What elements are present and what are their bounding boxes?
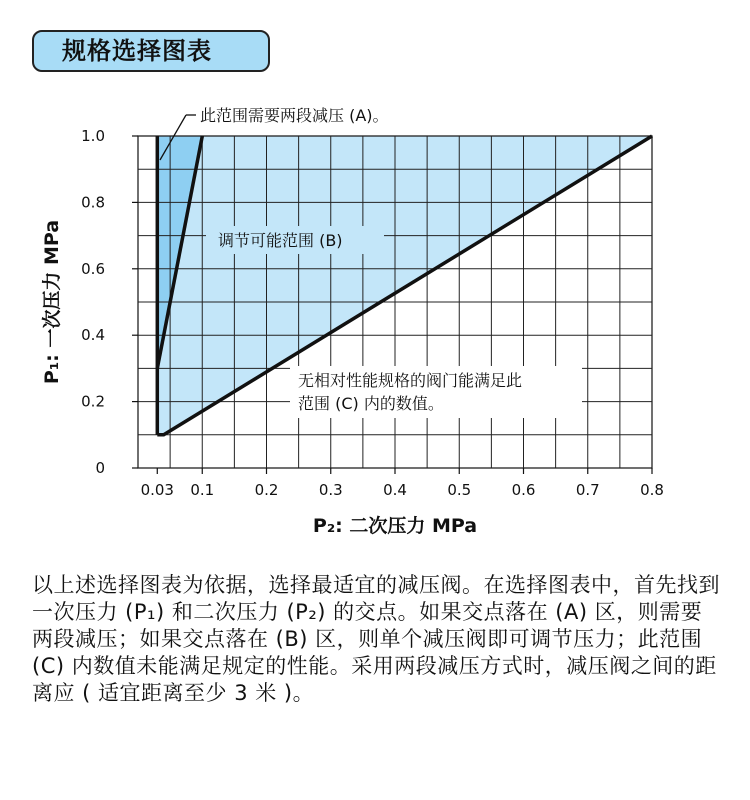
- chart-section-title: 规格选择图表: [32, 30, 270, 72]
- y-tick-label: 0.6: [81, 259, 105, 278]
- region-a-label: 此范围需要两段减压 (A)。: [200, 106, 389, 125]
- x-tick-label: 0.03: [140, 481, 174, 499]
- y-tick-label: 1.0: [81, 127, 105, 145]
- x-tick-label: 0.3: [318, 481, 343, 499]
- y-axis-title: P₁: 一次压力 MPa: [41, 219, 63, 385]
- description-paragraph: 以上述选择图表为依据，选择最适宜的减压阀。在选择图表中，首先找到一次压力 (P₁) 和二次压力 (P₂) 的交点。如果交点落在 (A) 区，则需要两段减压；如果交点落在 (B) 区，则单个减压阀即可调节压力；此范围 (C) 内数值未能满足规定的性能。采用两段减压方式时，减压阀之间的距离应 ( 适宜距离至少 3 米 )。: [32, 573, 720, 705]
- x-tick-label: 0.2: [254, 481, 279, 499]
- x-axis-title: P₂: 二次压力 MPa: [312, 515, 478, 537]
- y-tick-label: 0.2: [81, 392, 105, 411]
- region-c-label-line-1: 无相对性能规格的阀门能满足此: [298, 371, 523, 390]
- y-tick-label: 0: [95, 459, 105, 477]
- y-tick-label: 0.8: [81, 193, 105, 212]
- x-tick-label: 0.5: [447, 481, 472, 499]
- region-c-label-line-2: 范围 (C) 内的数值。: [298, 394, 444, 413]
- x-tick-label: 0.7: [575, 481, 600, 499]
- x-tick-label: 0.1: [190, 481, 215, 499]
- region-b-label: 调节可能范围 (B): [218, 231, 343, 250]
- x-tick-label: 0.6: [511, 481, 536, 499]
- x-tick-label: 0.8: [640, 481, 664, 499]
- x-tick-label: 0.4: [383, 481, 407, 499]
- y-tick-label: 0.4: [81, 326, 105, 345]
